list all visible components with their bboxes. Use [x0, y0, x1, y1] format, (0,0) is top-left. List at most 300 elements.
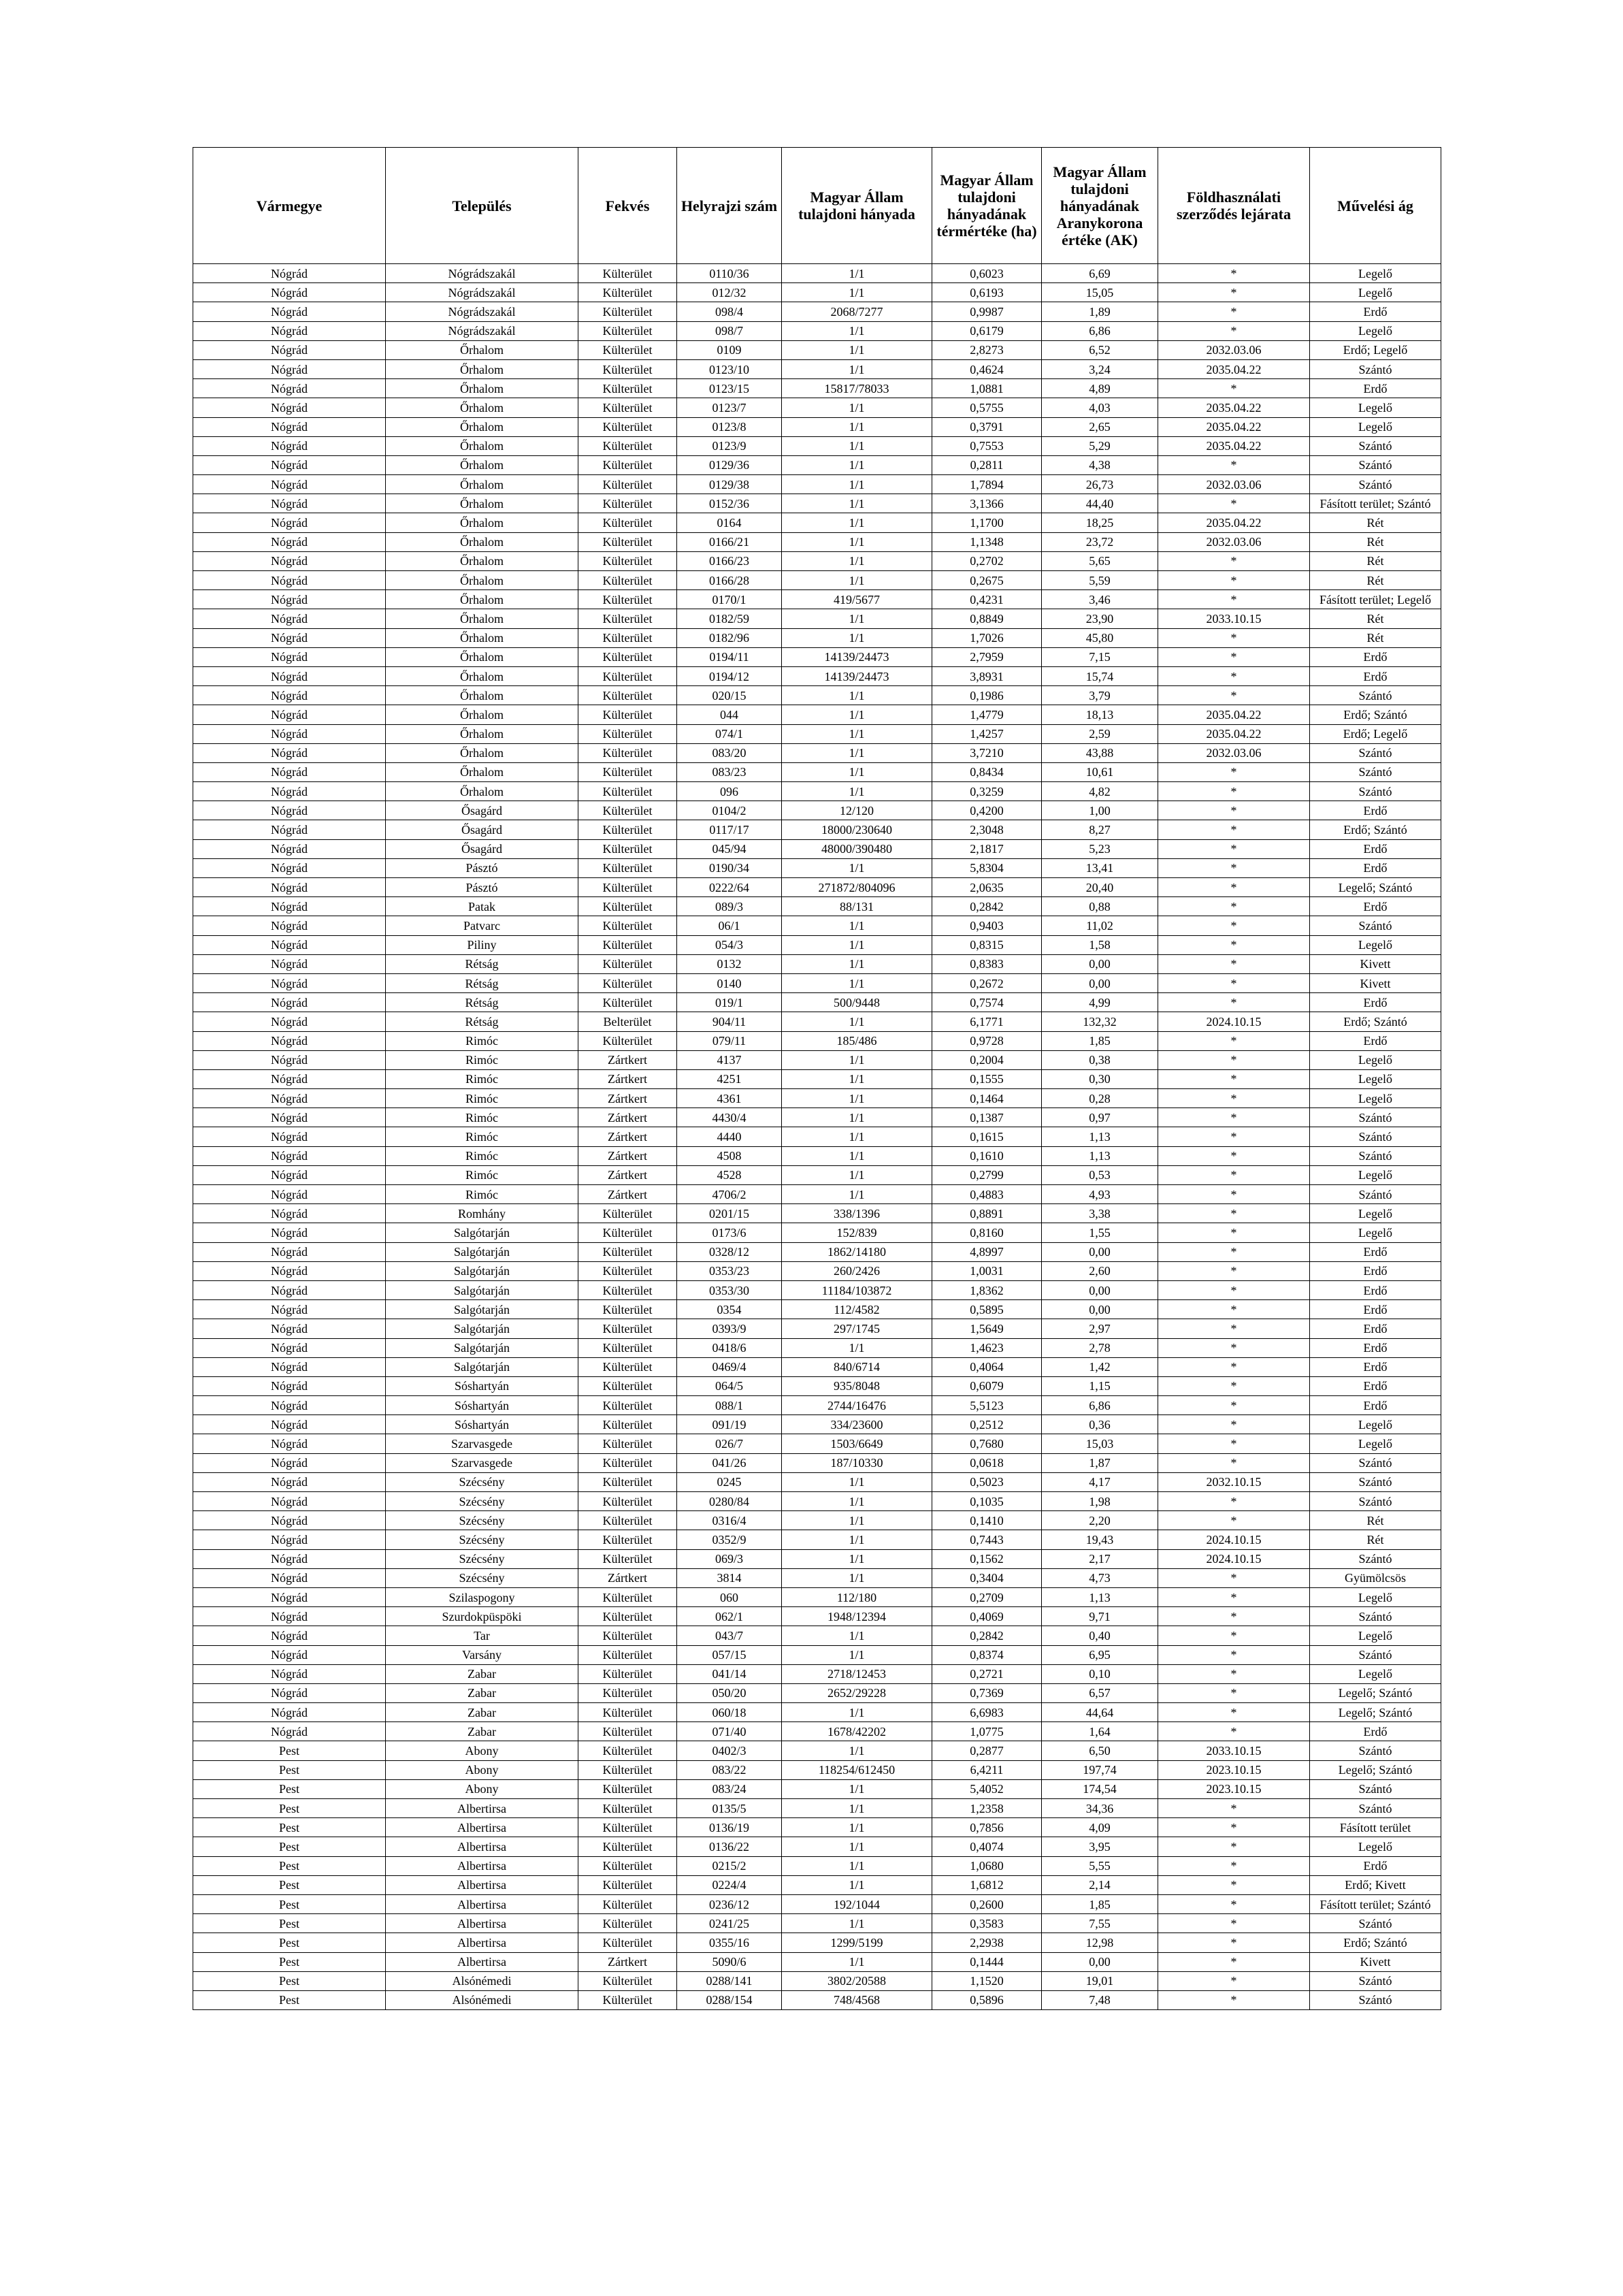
- header-szerzodes-lejarata: Földhasználati szerződés lejárata: [1158, 148, 1310, 264]
- cell-contract-expiry: 2035.04.22: [1158, 398, 1310, 417]
- cell-gold-crown-value: 23,90: [1042, 609, 1158, 628]
- cell-contract-expiry: 2023.10.15: [1158, 1760, 1310, 1779]
- cell-county: Nógrád: [193, 1127, 386, 1146]
- cell-county: Pest: [193, 1799, 386, 1818]
- cell-state-share: 1/1: [782, 283, 932, 302]
- cell-gold-crown-value: 3,38: [1042, 1204, 1158, 1223]
- cell-cultivation-branch: Legelő; Szántó: [1310, 1683, 1441, 1702]
- cell-county: Nógrád: [193, 1185, 386, 1204]
- table-row: [193, 398, 1441, 417]
- cell-gold-crown-value: 1,55: [1042, 1223, 1158, 1242]
- cell-lot-number: 0215/2: [677, 1856, 782, 1875]
- cell-contract-expiry: *: [1158, 1453, 1310, 1472]
- cell-gold-crown-value: 197,74: [1042, 1760, 1158, 1779]
- cell-lot-number: 0170/1: [677, 590, 782, 609]
- cell-lot-number: 0280/84: [677, 1492, 782, 1511]
- cell-location: Külterület: [578, 820, 677, 839]
- cell-lot-number: 0418/6: [677, 1338, 782, 1357]
- cell-area-ha: 0,1986: [932, 686, 1042, 705]
- cell-area-ha: 0,2877: [932, 1741, 1042, 1760]
- cell-contract-expiry: *: [1158, 782, 1310, 801]
- cell-contract-expiry: *: [1158, 302, 1310, 321]
- cell-lot-number: 096: [677, 782, 782, 801]
- cell-lot-number: 0123/10: [677, 359, 782, 378]
- cell-area-ha: 0,9987: [932, 302, 1042, 321]
- cell-cultivation-branch: Fásított terület; Szántó: [1310, 1894, 1441, 1913]
- cell-area-ha: 1,0031: [932, 1261, 1042, 1280]
- cell-county: Nógrád: [193, 359, 386, 378]
- cell-location: Külterület: [578, 897, 677, 916]
- cell-settlement: Őrhalom: [386, 379, 578, 398]
- table-row: [193, 1894, 1441, 1913]
- cell-settlement: Őrhalom: [386, 705, 578, 724]
- cell-lot-number: 0316/4: [677, 1511, 782, 1530]
- table-row: [193, 1338, 1441, 1357]
- cell-location: Zártkert: [578, 1568, 677, 1587]
- cell-location: Külterület: [578, 801, 677, 820]
- cell-location: Külterület: [578, 1741, 677, 1760]
- cell-lot-number: 089/3: [677, 897, 782, 916]
- cell-gold-crown-value: 15,74: [1042, 666, 1158, 685]
- cell-location: Külterület: [578, 686, 677, 705]
- cell-settlement: Szécsény: [386, 1511, 578, 1530]
- cell-lot-number: 050/20: [677, 1683, 782, 1702]
- cell-cultivation-branch: Erdő: [1310, 1856, 1441, 1875]
- cell-settlement: Rimóc: [386, 1165, 578, 1184]
- cell-county: Nógrád: [193, 1069, 386, 1088]
- cell-area-ha: 0,2702: [932, 551, 1042, 570]
- cell-cultivation-branch: Erdő; Kivett: [1310, 1875, 1441, 1894]
- cell-state-share: 185/486: [782, 1031, 932, 1050]
- cell-area-ha: 0,8849: [932, 609, 1042, 628]
- cell-lot-number: 0135/5: [677, 1799, 782, 1818]
- cell-area-ha: 1,5649: [932, 1319, 1042, 1338]
- cell-area-ha: 0,7574: [932, 993, 1042, 1012]
- cell-lot-number: 054/3: [677, 935, 782, 954]
- cell-gold-crown-value: 0,00: [1042, 1242, 1158, 1261]
- cell-settlement: Albertirsa: [386, 1952, 578, 1971]
- cell-lot-number: 041/26: [677, 1453, 782, 1472]
- table-row: [193, 417, 1441, 436]
- cell-contract-expiry: 2035.04.22: [1158, 436, 1310, 455]
- cell-lot-number: 0241/25: [677, 1914, 782, 1933]
- cell-settlement: Rimóc: [386, 1050, 578, 1069]
- cell-contract-expiry: 2024.10.15: [1158, 1012, 1310, 1031]
- cell-lot-number: 088/1: [677, 1396, 782, 1415]
- table-row: [193, 455, 1441, 474]
- cell-area-ha: 0,8383: [932, 954, 1042, 973]
- cell-contract-expiry: *: [1158, 973, 1310, 992]
- cell-settlement: Szécsény: [386, 1472, 578, 1491]
- cell-cultivation-branch: Legelő: [1310, 417, 1441, 436]
- cell-location: Külterület: [578, 705, 677, 724]
- table-row: [193, 1760, 1441, 1779]
- cell-state-share: 1/1: [782, 1856, 932, 1875]
- cell-area-ha: 0,1410: [932, 1511, 1042, 1530]
- cell-lot-number: 0288/154: [677, 1990, 782, 2009]
- table-row: [193, 1952, 1441, 1971]
- cell-lot-number: 0152/36: [677, 494, 782, 513]
- cell-county: Pest: [193, 1741, 386, 1760]
- cell-gold-crown-value: 5,29: [1042, 436, 1158, 455]
- cell-lot-number: 0393/9: [677, 1319, 782, 1338]
- cell-lot-number: 0222/64: [677, 878, 782, 897]
- cell-state-share: 18000/230640: [782, 820, 932, 839]
- cell-location: Külterület: [578, 1607, 677, 1626]
- cell-settlement: Őrhalom: [386, 398, 578, 417]
- cell-cultivation-branch: Szántó: [1310, 1185, 1441, 1204]
- cell-county: Nógrád: [193, 705, 386, 724]
- cell-settlement: Albertirsa: [386, 1894, 578, 1913]
- cell-settlement: Ősagárd: [386, 820, 578, 839]
- cell-location: Külterület: [578, 609, 677, 628]
- table-row: [193, 1089, 1441, 1108]
- cell-gold-crown-value: 0,00: [1042, 1300, 1158, 1319]
- cell-contract-expiry: *: [1158, 1914, 1310, 1933]
- table-row: [193, 1434, 1441, 1453]
- cell-cultivation-branch: Szántó: [1310, 782, 1441, 801]
- cell-state-share: 1/1: [782, 1146, 932, 1165]
- cell-lot-number: 074/1: [677, 724, 782, 743]
- cell-contract-expiry: *: [1158, 1185, 1310, 1204]
- cell-lot-number: 4361: [677, 1089, 782, 1108]
- cell-contract-expiry: *: [1158, 1587, 1310, 1606]
- table-row: [193, 1530, 1441, 1549]
- table-row: [193, 1799, 1441, 1818]
- table-row: [193, 1568, 1441, 1587]
- cell-settlement: Romhány: [386, 1204, 578, 1223]
- cell-location: Külterület: [578, 1530, 677, 1549]
- cell-county: Nógrád: [193, 1050, 386, 1069]
- table-row: [193, 1837, 1441, 1856]
- cell-lot-number: 0129/38: [677, 475, 782, 494]
- cell-location: Külterület: [578, 551, 677, 570]
- cell-gold-crown-value: 26,73: [1042, 475, 1158, 494]
- cell-gold-crown-value: 3,24: [1042, 359, 1158, 378]
- cell-lot-number: 0173/6: [677, 1223, 782, 1242]
- cell-location: Külterület: [578, 647, 677, 666]
- cell-cultivation-branch: Legelő: [1310, 283, 1441, 302]
- cell-lot-number: 0123/15: [677, 379, 782, 398]
- cell-location: Külterület: [578, 973, 677, 992]
- table-row: [193, 1683, 1441, 1702]
- cell-settlement: Őrhalom: [386, 436, 578, 455]
- cell-area-ha: 0,2799: [932, 1165, 1042, 1184]
- table-row: [193, 1472, 1441, 1491]
- cell-contract-expiry: *: [1158, 916, 1310, 935]
- cell-contract-expiry: *: [1158, 820, 1310, 839]
- cell-county: Nógrád: [193, 1626, 386, 1645]
- cell-location: Külterület: [578, 1933, 677, 1952]
- table-row: [193, 647, 1441, 666]
- cell-settlement: Albertirsa: [386, 1856, 578, 1875]
- cell-lot-number: 0136/22: [677, 1837, 782, 1856]
- cell-contract-expiry: 2035.04.22: [1158, 513, 1310, 532]
- cell-area-ha: 0,3791: [932, 417, 1042, 436]
- cell-contract-expiry: *: [1158, 1933, 1310, 1952]
- cell-cultivation-branch: Erdő; Szántó: [1310, 820, 1441, 839]
- cell-settlement: Őrhalom: [386, 762, 578, 781]
- cell-cultivation-branch: Erdő: [1310, 1319, 1441, 1338]
- cell-area-ha: 6,4211: [932, 1760, 1042, 1779]
- cell-contract-expiry: *: [1158, 455, 1310, 474]
- cell-gold-crown-value: 4,38: [1042, 455, 1158, 474]
- cell-cultivation-branch: Erdő: [1310, 1338, 1441, 1357]
- cell-location: Zártkert: [578, 1089, 677, 1108]
- cell-cultivation-branch: Legelő: [1310, 1434, 1441, 1453]
- cell-lot-number: 0182/96: [677, 628, 782, 647]
- cell-gold-crown-value: 12,98: [1042, 1933, 1158, 1952]
- cell-contract-expiry: *: [1158, 1089, 1310, 1108]
- cell-gold-crown-value: 19,43: [1042, 1530, 1158, 1549]
- table-row: [193, 1626, 1441, 1645]
- cell-location: Külterület: [578, 1894, 677, 1913]
- cell-gold-crown-value: 6,86: [1042, 1396, 1158, 1415]
- cell-contract-expiry: *: [1158, 1511, 1310, 1530]
- cell-lot-number: 083/23: [677, 762, 782, 781]
- cell-gold-crown-value: 4,89: [1042, 379, 1158, 398]
- cell-lot-number: 0117/17: [677, 820, 782, 839]
- cell-cultivation-branch: Erdő: [1310, 1280, 1441, 1299]
- cell-county: Nógrád: [193, 801, 386, 820]
- cell-location: Külterület: [578, 1971, 677, 1990]
- cell-location: Külterület: [578, 628, 677, 647]
- cell-state-share: 118254/612450: [782, 1760, 932, 1779]
- cell-settlement: Őrhalom: [386, 743, 578, 762]
- cell-county: Nógrád: [193, 820, 386, 839]
- cell-area-ha: 0,2709: [932, 1587, 1042, 1606]
- cell-lot-number: 0190/34: [677, 858, 782, 877]
- cell-settlement: Rétság: [386, 973, 578, 992]
- cell-contract-expiry: 2035.04.22: [1158, 705, 1310, 724]
- cell-contract-expiry: *: [1158, 1108, 1310, 1127]
- cell-area-ha: 1,1520: [932, 1971, 1042, 1990]
- cell-cultivation-branch: Erdő: [1310, 379, 1441, 398]
- cell-location: Külterület: [578, 1376, 677, 1395]
- cell-settlement: Szécsény: [386, 1549, 578, 1568]
- cell-settlement: Őrhalom: [386, 666, 578, 685]
- cell-state-share: 2744/16476: [782, 1396, 932, 1415]
- cell-location: Külterület: [578, 1626, 677, 1645]
- cell-location: Külterület: [578, 302, 677, 321]
- cell-settlement: Rimóc: [386, 1089, 578, 1108]
- cell-area-ha: 0,4624: [932, 359, 1042, 378]
- cell-cultivation-branch: Erdő; Legelő: [1310, 724, 1441, 743]
- cell-location: Külterület: [578, 916, 677, 935]
- cell-settlement: Albertirsa: [386, 1875, 578, 1894]
- table-row: [193, 1818, 1441, 1837]
- cell-area-ha: 0,0618: [932, 1453, 1042, 1472]
- table-row: [193, 1185, 1441, 1204]
- cell-county: Nógrád: [193, 647, 386, 666]
- cell-contract-expiry: *: [1158, 858, 1310, 877]
- cell-location: Külterület: [578, 1914, 677, 1933]
- cell-county: Nógrád: [193, 1722, 386, 1741]
- cell-location: Külterület: [578, 1990, 677, 2009]
- cell-area-ha: 0,7443: [932, 1530, 1042, 1549]
- cell-lot-number: 098/7: [677, 321, 782, 340]
- cell-location: Külterület: [578, 1549, 677, 1568]
- cell-location: Külterület: [578, 1453, 677, 1472]
- cell-gold-crown-value: 1,85: [1042, 1894, 1158, 1913]
- cell-cultivation-branch: Erdő: [1310, 666, 1441, 685]
- cell-county: Nógrád: [193, 1300, 386, 1319]
- cell-state-share: 260/2426: [782, 1261, 932, 1280]
- cell-location: Külterület: [578, 1434, 677, 1453]
- cell-settlement: Sóshartyán: [386, 1376, 578, 1395]
- cell-settlement: Szilaspogony: [386, 1587, 578, 1606]
- cell-cultivation-branch: Erdő: [1310, 1242, 1441, 1261]
- cell-settlement: Szarvasgede: [386, 1434, 578, 1453]
- cell-settlement: Ősagárd: [386, 839, 578, 858]
- cell-contract-expiry: *: [1158, 1683, 1310, 1702]
- cell-location: Külterület: [578, 1472, 677, 1491]
- table-row: [193, 993, 1441, 1012]
- cell-county: Nógrád: [193, 1357, 386, 1376]
- cell-gold-crown-value: 3,95: [1042, 1837, 1158, 1856]
- cell-location: Külterület: [578, 666, 677, 685]
- cell-gold-crown-value: 4,03: [1042, 398, 1158, 417]
- cell-area-ha: 0,1610: [932, 1146, 1042, 1165]
- cell-location: Külterület: [578, 1338, 677, 1357]
- land-parcel-table: [193, 147, 1441, 2010]
- cell-county: Pest: [193, 1971, 386, 1990]
- cell-settlement: Őrhalom: [386, 628, 578, 647]
- cell-cultivation-branch: Gyümölcsös: [1310, 1568, 1441, 1587]
- cell-area-ha: 0,8160: [932, 1223, 1042, 1242]
- cell-county: Nógrád: [193, 1492, 386, 1511]
- header-helyrajzi-szam: Helyrajzi szám: [677, 148, 782, 264]
- table-row: [193, 1645, 1441, 1664]
- cell-state-share: 1/1: [782, 1165, 932, 1184]
- cell-state-share: 1/1: [782, 686, 932, 705]
- table-row: [193, 1549, 1441, 1568]
- cell-county: Pest: [193, 1856, 386, 1875]
- cell-area-ha: 5,5123: [932, 1396, 1042, 1415]
- cell-state-share: 1/1: [782, 340, 932, 359]
- table-row: [193, 1165, 1441, 1184]
- cell-contract-expiry: *: [1158, 1280, 1310, 1299]
- cell-state-share: 1/1: [782, 973, 932, 992]
- cell-location: Külterület: [578, 1223, 677, 1242]
- cell-settlement: Rimóc: [386, 1185, 578, 1204]
- cell-county: Nógrád: [193, 1280, 386, 1299]
- cell-area-ha: 3,7210: [932, 743, 1042, 762]
- cell-settlement: Sóshartyán: [386, 1415, 578, 1434]
- cell-location: Külterület: [578, 494, 677, 513]
- cell-gold-crown-value: 23,72: [1042, 532, 1158, 551]
- table-row: [193, 1664, 1441, 1683]
- cell-county: Pest: [193, 1837, 386, 1856]
- cell-state-share: 1/1: [782, 494, 932, 513]
- cell-state-share: 112/4582: [782, 1300, 932, 1319]
- cell-county: Nógrád: [193, 1338, 386, 1357]
- cell-lot-number: 060/18: [677, 1703, 782, 1722]
- cell-location: Külterület: [578, 283, 677, 302]
- cell-cultivation-branch: Erdő: [1310, 1357, 1441, 1376]
- cell-settlement: Szarvasgede: [386, 1453, 578, 1472]
- cell-cultivation-branch: Szántó: [1310, 686, 1441, 705]
- cell-gold-crown-value: 3,46: [1042, 590, 1158, 609]
- cell-lot-number: 0129/36: [677, 455, 782, 474]
- cell-contract-expiry: *: [1158, 1607, 1310, 1626]
- cell-settlement: Nógrádszakál: [386, 283, 578, 302]
- cell-gold-crown-value: 8,27: [1042, 820, 1158, 839]
- cell-settlement: Ősagárd: [386, 801, 578, 820]
- cell-gold-crown-value: 4,17: [1042, 1472, 1158, 1491]
- cell-county: Nógrád: [193, 1472, 386, 1491]
- cell-area-ha: 0,2842: [932, 897, 1042, 916]
- cell-lot-number: 020/15: [677, 686, 782, 705]
- table-row: [193, 1722, 1441, 1741]
- cell-location: Külterület: [578, 1204, 677, 1223]
- cell-settlement: Pásztó: [386, 858, 578, 877]
- cell-settlement: Rétság: [386, 1012, 578, 1031]
- table-row: [193, 782, 1441, 801]
- cell-settlement: Őrhalom: [386, 475, 578, 494]
- cell-settlement: Abony: [386, 1741, 578, 1760]
- cell-state-share: 1/1: [782, 1914, 932, 1933]
- cell-settlement: Salgótarján: [386, 1242, 578, 1261]
- cell-area-ha: 0,4200: [932, 801, 1042, 820]
- cell-area-ha: 0,4231: [932, 590, 1042, 609]
- cell-cultivation-branch: Legelő: [1310, 398, 1441, 417]
- table-row: [193, 321, 1441, 340]
- cell-gold-crown-value: 0,30: [1042, 1069, 1158, 1088]
- cell-cultivation-branch: Rét: [1310, 532, 1441, 551]
- cell-state-share: 840/6714: [782, 1357, 932, 1376]
- cell-state-share: 1/1: [782, 551, 932, 570]
- cell-cultivation-branch: Legelő: [1310, 1664, 1441, 1683]
- table-row: [193, 609, 1441, 628]
- cell-settlement: Őrhalom: [386, 417, 578, 436]
- cell-contract-expiry: *: [1158, 1990, 1310, 2009]
- cell-contract-expiry: *: [1158, 1127, 1310, 1146]
- table-row: [193, 475, 1441, 494]
- cell-location: Zártkert: [578, 1108, 677, 1127]
- cell-gold-crown-value: 6,86: [1042, 321, 1158, 340]
- cell-cultivation-branch: Erdő: [1310, 858, 1441, 877]
- cell-contract-expiry: *: [1158, 1300, 1310, 1319]
- cell-lot-number: 0352/9: [677, 1530, 782, 1549]
- cell-gold-crown-value: 1,98: [1042, 1492, 1158, 1511]
- cell-area-ha: 0,8315: [932, 935, 1042, 954]
- cell-state-share: 1/1: [782, 532, 932, 551]
- cell-cultivation-branch: Szántó: [1310, 475, 1441, 494]
- cell-area-ha: 0,2672: [932, 973, 1042, 992]
- cell-state-share: 14139/24473: [782, 647, 932, 666]
- header-aranykorona: Magyar Állam tulajdoni hányadának Aranykorona értéke (AK): [1042, 148, 1158, 264]
- table-row: [193, 379, 1441, 398]
- cell-lot-number: 091/19: [677, 1415, 782, 1434]
- cell-county: Nógrád: [193, 1204, 386, 1223]
- cell-lot-number: 0194/12: [677, 666, 782, 685]
- cell-area-ha: 0,1562: [932, 1549, 1042, 1568]
- cell-contract-expiry: *: [1158, 878, 1310, 897]
- cell-cultivation-branch: Szántó: [1310, 455, 1441, 474]
- cell-area-ha: 1,0680: [932, 1856, 1042, 1875]
- table-row: [193, 340, 1441, 359]
- cell-state-share: 1/1: [782, 1089, 932, 1108]
- cell-area-ha: 0,5895: [932, 1300, 1042, 1319]
- cell-settlement: Nógrádszakál: [386, 321, 578, 340]
- cell-gold-crown-value: 1,64: [1042, 1722, 1158, 1741]
- cell-state-share: 1/1: [782, 321, 932, 340]
- cell-state-share: 12/120: [782, 801, 932, 820]
- cell-state-share: 1/1: [782, 1645, 932, 1664]
- cell-cultivation-branch: Kivett: [1310, 1952, 1441, 1971]
- cell-contract-expiry: *: [1158, 1952, 1310, 1971]
